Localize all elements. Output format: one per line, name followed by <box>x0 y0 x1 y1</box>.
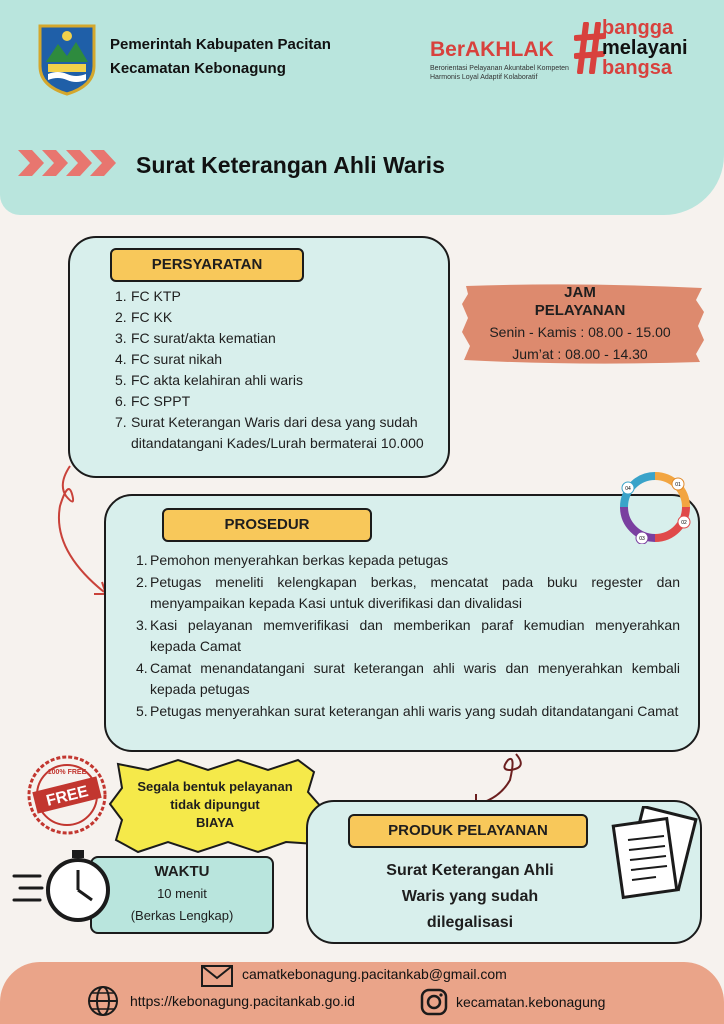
list-item <box>136 701 680 723</box>
jam-line-2: Jum’at : 08.00 - 14.30 <box>512 346 648 362</box>
bangga-word-1: bangga <box>602 17 674 39</box>
list-item <box>115 391 431 412</box>
bangga-word-2: melayani <box>602 37 688 59</box>
bangga-melayani-bangsa <box>602 18 688 78</box>
item-text: Kasi pelayanan memverifikasi dan memberikan paraf kemudian menyerahkan kepada Camat <box>150 616 680 654</box>
list-item <box>136 615 680 658</box>
list-item <box>115 328 431 349</box>
item-number: 3. <box>136 616 148 633</box>
gov-line-2: Kecamatan Kebonagung <box>110 60 286 77</box>
item-text: FC akta kelahiran ahli waris <box>131 372 303 388</box>
item-text: FC surat nikah <box>131 351 223 367</box>
cycle-step-2: 02 <box>681 520 687 526</box>
free-line-3: BIAYA <box>195 815 235 830</box>
item-number: 6. <box>115 393 127 409</box>
cycle-step-1: 01 <box>675 482 681 488</box>
persyaratan-label: PERSYARATAN <box>110 248 304 282</box>
page-title: Surat Keterangan Ahli Waris <box>136 152 445 178</box>
list-item <box>115 412 431 454</box>
produk-line-1: Surat Keterangan Ahli <box>386 862 554 879</box>
item-text: Petugas meneliti kelengkapan berkas, mencatat pada buku regester dan menyampaikan kepada Kasi untuk diverifikasi dan divalidasi <box>150 573 680 611</box>
item-number: 2. <box>136 573 148 590</box>
item-text: Pemohon menyerahkan berkas kepada petugas <box>150 552 449 568</box>
item-text: FC surat/akta kematian <box>131 330 276 346</box>
list-item <box>115 349 431 370</box>
produk-line-3: dilegalisasi <box>426 914 514 931</box>
prosedur-list <box>136 550 680 722</box>
produk-line-2: Waris yang sudah <box>401 888 539 905</box>
item-text: Surat Keterangan Waris dari desa yang sudah ditandatangani Kades/Lurah bermaterai 10.000 <box>131 414 424 451</box>
jam-title-2: PELAYANAN <box>534 302 626 319</box>
item-number: 4. <box>136 659 148 676</box>
item-number: 2. <box>115 309 127 325</box>
globe-icon <box>86 984 120 1018</box>
list-item <box>115 286 431 307</box>
cycle-icon <box>618 470 692 544</box>
item-text: FC KTP <box>131 288 181 304</box>
list-item <box>115 370 431 391</box>
pacitan-crest-icon <box>36 22 98 96</box>
list-item <box>136 572 680 615</box>
list-item <box>115 307 431 328</box>
item-number: 5. <box>136 702 148 719</box>
list-item <box>136 550 680 572</box>
list-item <box>136 658 680 701</box>
cycle-step-4: 04 <box>625 486 631 492</box>
jam-title-1: JAM <box>564 284 596 301</box>
produk-label: PRODUK PELAYANAN <box>348 814 588 848</box>
berakhlak-sub-2: Harmonis Loyal Adaptif Kolaboratif <box>430 74 538 81</box>
waktu-line-2: (Berkas Lengkap) <box>130 908 234 923</box>
item-number: 5. <box>115 372 127 388</box>
berakhlak-logo-text: BerAKHLAK <box>430 38 554 61</box>
item-number: 1. <box>115 288 127 304</box>
item-text: FC SPPT <box>131 393 191 409</box>
item-text: Camat menandatangani surat keterangan ahli waris dan menyerahkan kembali kepada petugas <box>150 659 680 697</box>
free-line-2: tidak dipungut <box>170 797 260 812</box>
instagram-icon <box>420 988 448 1016</box>
free-stamp-ring-text: 100% FREE <box>47 769 87 776</box>
free-stamp-icon <box>26 754 108 836</box>
waktu-line-1: 10 menit <box>157 886 207 901</box>
item-number: 3. <box>115 330 127 346</box>
free-text <box>112 778 318 832</box>
bangga-word-3: bangsa <box>602 57 673 79</box>
mail-icon <box>200 964 234 988</box>
free-line-1: Segala bentuk pelayanan <box>137 779 293 794</box>
prosedur-label: PROSEDUR <box>162 508 372 542</box>
item-text: FC KK <box>131 309 173 325</box>
chevrons-icon <box>18 148 128 178</box>
waktu-title: WAKTU <box>154 863 210 880</box>
jam-title <box>460 284 700 320</box>
gov-line-1: Pemerintah Kabupaten Pacitan <box>110 36 331 53</box>
item-number: 7. <box>115 414 127 430</box>
item-number: 1. <box>136 552 148 568</box>
berakhlak-subtitle <box>430 64 580 82</box>
item-number: 4. <box>115 351 127 367</box>
footer-instagram[interactable]: kecamatan.kebonagung <box>456 994 606 1010</box>
documents-icon <box>604 806 700 910</box>
footer-website[interactable]: https://kebonagung.pacitankab.go.id <box>130 993 355 1009</box>
berakhlak-sub-1: Berorientasi Pelayanan Akuntabel Kompeten <box>430 65 569 72</box>
item-text: Petugas menyerahkan surat keterangan ahli waris yang sudah ditandatangani Camat <box>150 702 679 719</box>
free-stamp-text: FREE <box>44 783 91 810</box>
footer-email[interactable]: camatkebonagung.pacitankab@gmail.com <box>242 966 507 982</box>
produk-text <box>350 858 590 936</box>
jam-line-1: Senin - Kamis : 08.00 - 15.00 <box>489 324 671 340</box>
cycle-step-3: 03 <box>639 536 645 542</box>
persyaratan-list <box>115 286 431 454</box>
